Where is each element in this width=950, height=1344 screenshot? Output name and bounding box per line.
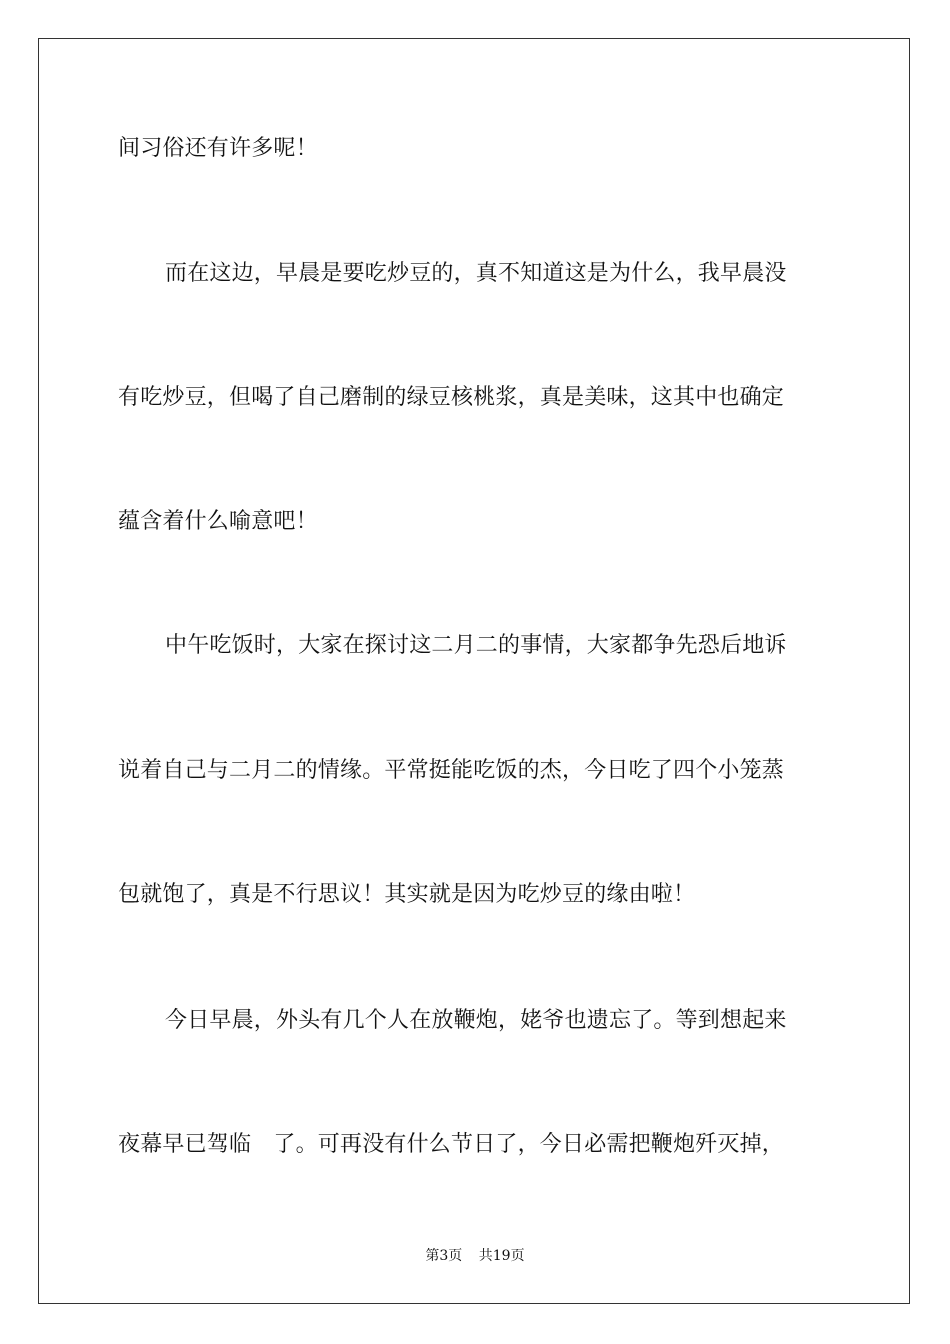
text-line: 夜幕早已驾临 了。可再没有什么节日了，今日必需把鞭炮歼灭掉，: [118, 1132, 785, 1157]
paragraph-first-line: 今日早晨，外头有几个人在放鞭炮，姥爷也遗忘了。等到想起来: [165, 1008, 787, 1033]
text-line: 包就饱了，真是不行思议！其实就是因为吃炒豆的缘由啦！: [118, 882, 696, 907]
page-total: 共19页: [478, 1248, 525, 1264]
text-line: 间习俗还有许多呢！: [118, 136, 318, 161]
page-border: [38, 38, 910, 1304]
text-line: 说着自己与二月二的情缘。平常挺能吃饭的杰，今日吃了四个小笼蒸: [118, 758, 785, 783]
page-footer: [0, 1246, 950, 1266]
paragraph-first-line: 而在这边，早晨是要吃炒豆的，真不知道这是为什么，我早晨没: [165, 261, 787, 286]
text-line: 有吃炒豆，但喝了自己磨制的绿豆核桃浆，真是美味，这其中也确定: [118, 385, 785, 410]
page-number: 第3页: [425, 1248, 463, 1264]
paragraph-first-line: 中午吃饭时，大家在探讨这二月二的事情，大家都争先恐后地诉: [165, 633, 787, 658]
text-line: 蕴含着什么喻意吧！: [118, 509, 318, 534]
